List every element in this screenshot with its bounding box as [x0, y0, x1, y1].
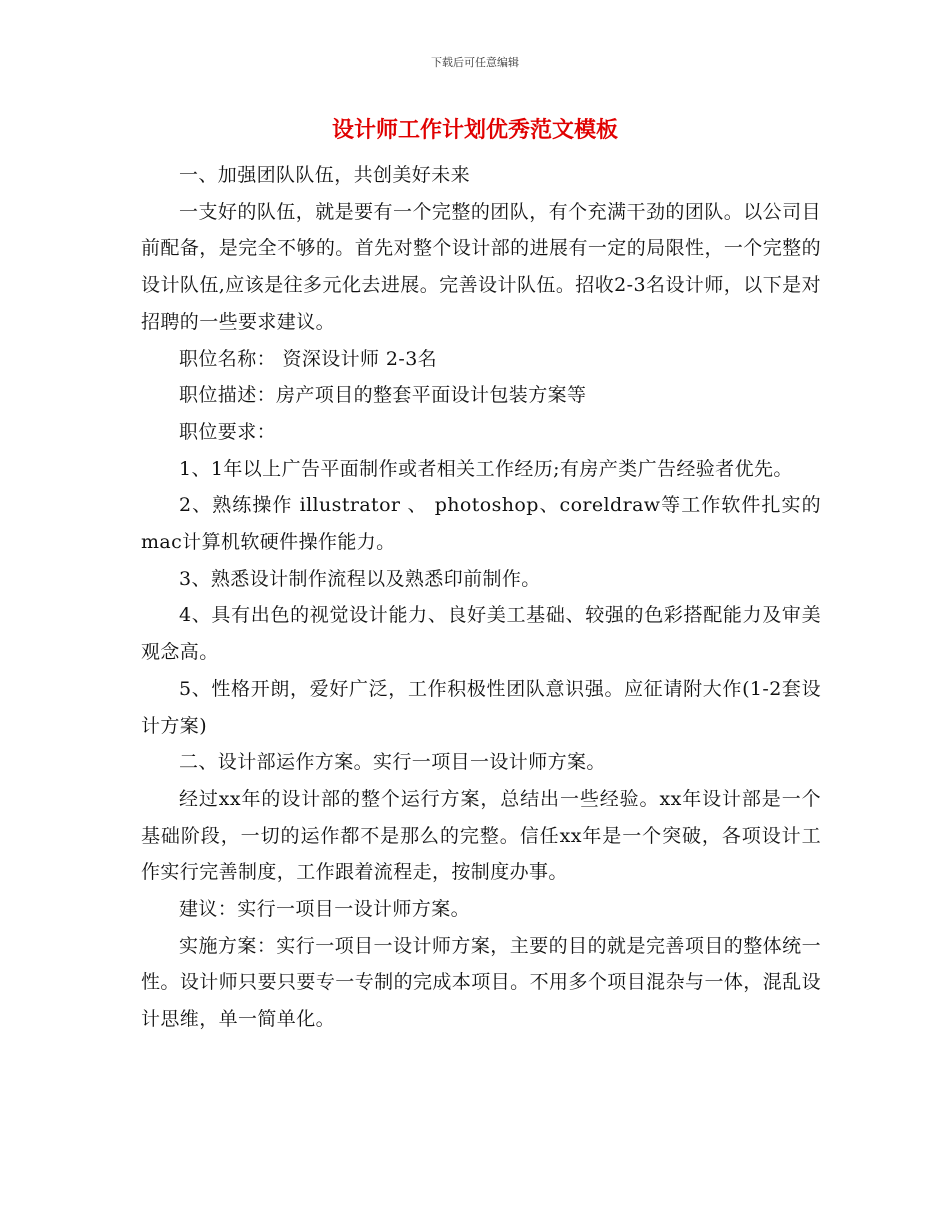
paragraph: 一支好的队伍，就是要有一个完整的团队，有个充满干劲的团队。以公司目前配备，是完全不够的。首先对整个设计部的进展有一定的局限性，一个完整的设计队伍,应该是往多元化去进展。完善设计队伍。招收2-3名设计师，以下是对招聘的一些要求建议。 — [141, 200, 821, 333]
paragraph: 5、性格开朗，爱好广泛，工作积极性团队意识强。应征请附大作(1-2套设计方案) — [141, 677, 821, 737]
paragraph: 1、1年以上广告平面制作或者相关工作经历;有房产类广告经验者优先。 — [179, 457, 793, 480]
paragraph: 职位要求： — [179, 420, 277, 443]
paragraph: 4、具有出色的视觉设计能力、良好美工基础、较强的色彩搭配能力及审美观念高。 — [141, 604, 821, 664]
document-body — [141, 157, 821, 1038]
paragraph: 二、设计部运作方案。实行一项目一设计师方案。 — [179, 751, 606, 774]
document-title: 设计师工作计划优秀范文模板 — [331, 117, 618, 143]
header-note: 下载后可任意编辑 — [431, 56, 519, 69]
paragraph: 经过xx年的设计部的整个运行方案，总结出一些经验。xx年设计部是一个基础阶段，一切的运作都不是那么的完整。信任xx年是一个突破，各项设计工作实行完善制度，工作跟着流程走，按制度办事。 — [141, 787, 821, 884]
paragraph: 职位名称： 资深设计师 2-3名 — [179, 347, 438, 370]
paragraph: 3、熟悉设计制作流程以及熟悉印前制作。 — [179, 567, 541, 590]
paragraph: 职位描述：房产项目的整套平面设计包装方案等 — [179, 384, 587, 407]
paragraph: 2、熟练操作 illustrator 、 photoshop、coreldraw等工作软件扎实的mac计算机软硬件操作能力。 — [141, 494, 821, 554]
paragraph: 建议：实行一项目一设计师方案。 — [179, 898, 471, 921]
paragraph: 实施方案：实行一项目一设计师方案，主要的目的就是完善项目的整体统一性。设计师只要只要专一专制的完成本项目。不用多个项目混杂与一体，混乱设计思维，单一简单化。 — [141, 934, 821, 1031]
paragraph: 一、加强团队队伍，共创美好未来 — [179, 164, 471, 186]
